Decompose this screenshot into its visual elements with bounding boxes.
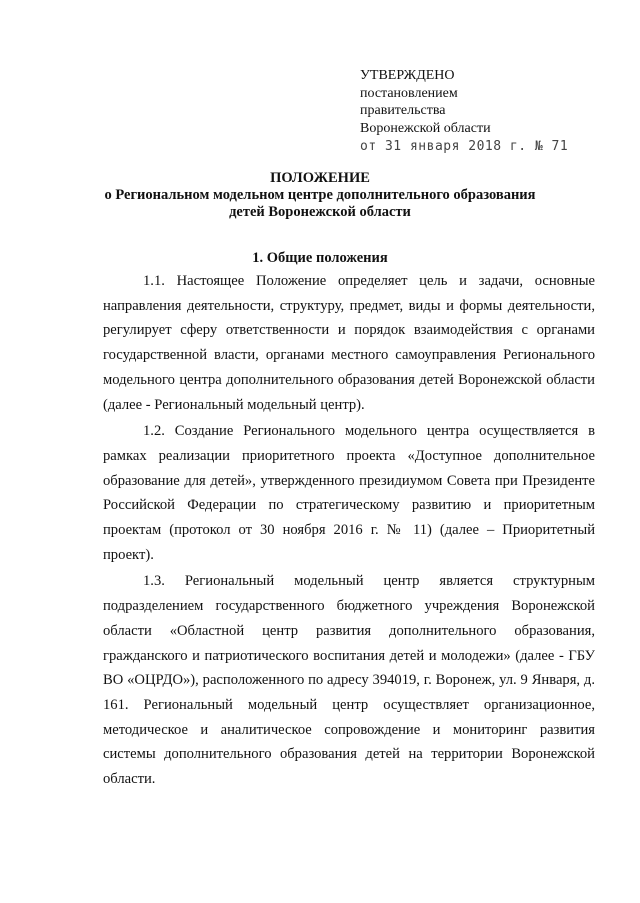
approval-block [360, 67, 600, 156]
approval-line-region: Воронежской области [360, 120, 491, 136]
paragraph-1-3: 1.3. Региональный модельный центр является структурным подразделением государственного бюджетного учреждения Воронежской области «Областной центр развития дополнительного образования, гражданского и патриотического воспитания детей и молодежи» (далее - ГБУ ВО «ОЦРДО»), расположенного по адресу 394019, г. Воронеж, ул. 9 Января, д. 161. Региональный модельный центр осуществляет организационное, методическое и аналитическое сопровождение и мониторинг развития системы дополнительного образования детей на территории Воронежской области. [103, 573, 595, 788]
paragraph-1-2: 1.2. Создание Регионального модельного центра осуществляется в рамках реализации приоритетного проекта «Доступное дополнительное образование для детей», утвержденного президиумом Совета при Президенте Российской Федерации по стратегическому развитию и приоритетным проектам (протокол от 30 ноября 2016 г. № 11) (далее – Приоритетный проект). [103, 423, 595, 563]
approval-stamp-date: от 31 января 2018 г. № 71 [360, 139, 569, 154]
paragraph-1-1: 1.1. Настоящее Положение определяет цель и задачи, основные направления деятельности, структуру, предмет, виды и формы деятельности, регулирует сферу ответственности и порядок взаимодействия с органами государственной власти, органами местного самоуправления Регионального модельного центра дополнительного образования детей Воронежской области (далее - Региональный модельный центр). [103, 273, 595, 413]
document-title-subtitle-2: детей Воронежской области [229, 204, 411, 220]
approval-line-approved: УТВЕРЖДЕНО [360, 68, 455, 83]
document-title [80, 170, 560, 221]
document-title-subtitle-1: о Региональном модельном центре дополнительного образования [104, 187, 536, 203]
approval-line-government: правительства [360, 103, 446, 118]
section-heading: 1. Общие положения [252, 250, 388, 266]
document-title-main: ПОЛОЖЕНИЕ [270, 170, 370, 186]
section-body [103, 269, 595, 794]
approval-line-resolution: постановлением [360, 85, 458, 101]
